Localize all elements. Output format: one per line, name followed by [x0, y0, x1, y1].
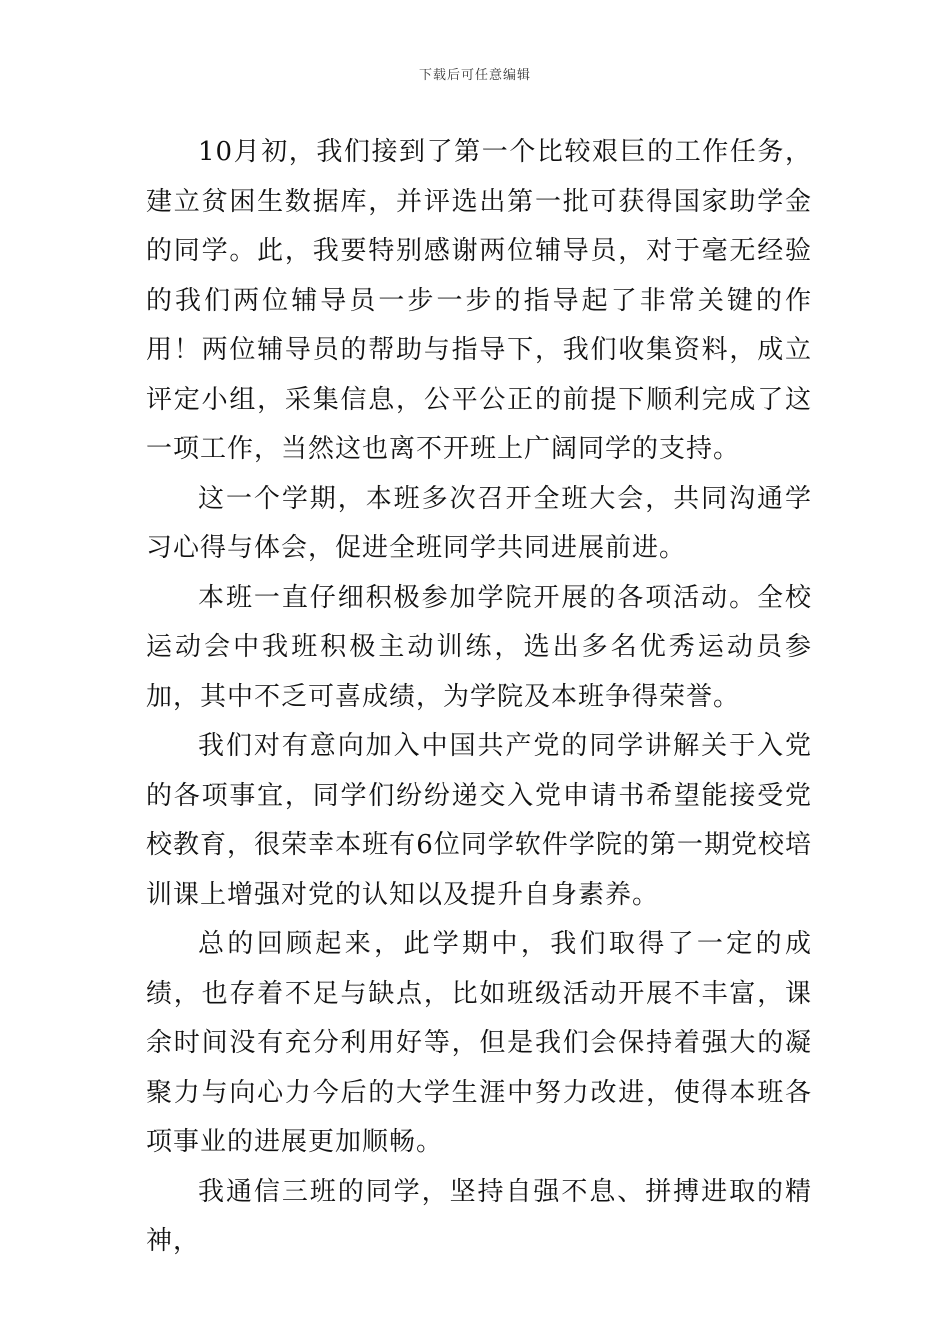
- paragraph-3: 本班一直仔细积极参加学院开展的各项活动。全校运动会中我班积极主动训练，选出多名优秀运动员参加，其中不乏可喜成绩，为学院及本班争得荣誉。: [146, 582, 812, 712]
- document-body: [146, 128, 812, 1267]
- paragraph-6: 我通信三班的同学，坚持自强不息、拼搏进取的精神，: [146, 1176, 812, 1256]
- paragraph-2: 这一个学期，本班多次召开全班大会，共同沟通学习心得与体会，促进全班同学共同进展前进。: [146, 483, 812, 563]
- paragraph-1: 10月初，我们接到了第一个比较艰巨的工作任务，建立贫困生数据库，并评选出第一批可获得国家助学金的同学。此，我要特别感谢两位辅导员，对于毫无经验的我们两位辅导员一步一步的指导起了非常关键的作用！两位辅导员的帮助与指导下，我们收集资料，成立评定小组，采集信息，公平公正的前提下顺利完成了这一项工作，当然这也离不开班上广阔同学的支持。: [146, 137, 812, 464]
- paragraph-5: 总的回顾起来，此学期中，我们取得了一定的成绩，也存着不足与缺点，比如班级活动开展不丰富，课余时间没有充分利用好等，但是我们会保持着强大的凝聚力与向心力今后的大学生涯中努力改进，使得本班各项事业的进展更加顺畅。: [146, 929, 812, 1157]
- paragraph-4: 我们对有意向加入中国共产党的同学讲解关于入党的各项事宜，同学们纷纷递交入党申请书希望能接受党校教育，很荣幸本班有6位同学软件学院的第一期党校培训课上增强对党的认知以及提升自身素养。: [146, 731, 812, 910]
- header-note: 下载后可任意编辑: [418, 68, 531, 83]
